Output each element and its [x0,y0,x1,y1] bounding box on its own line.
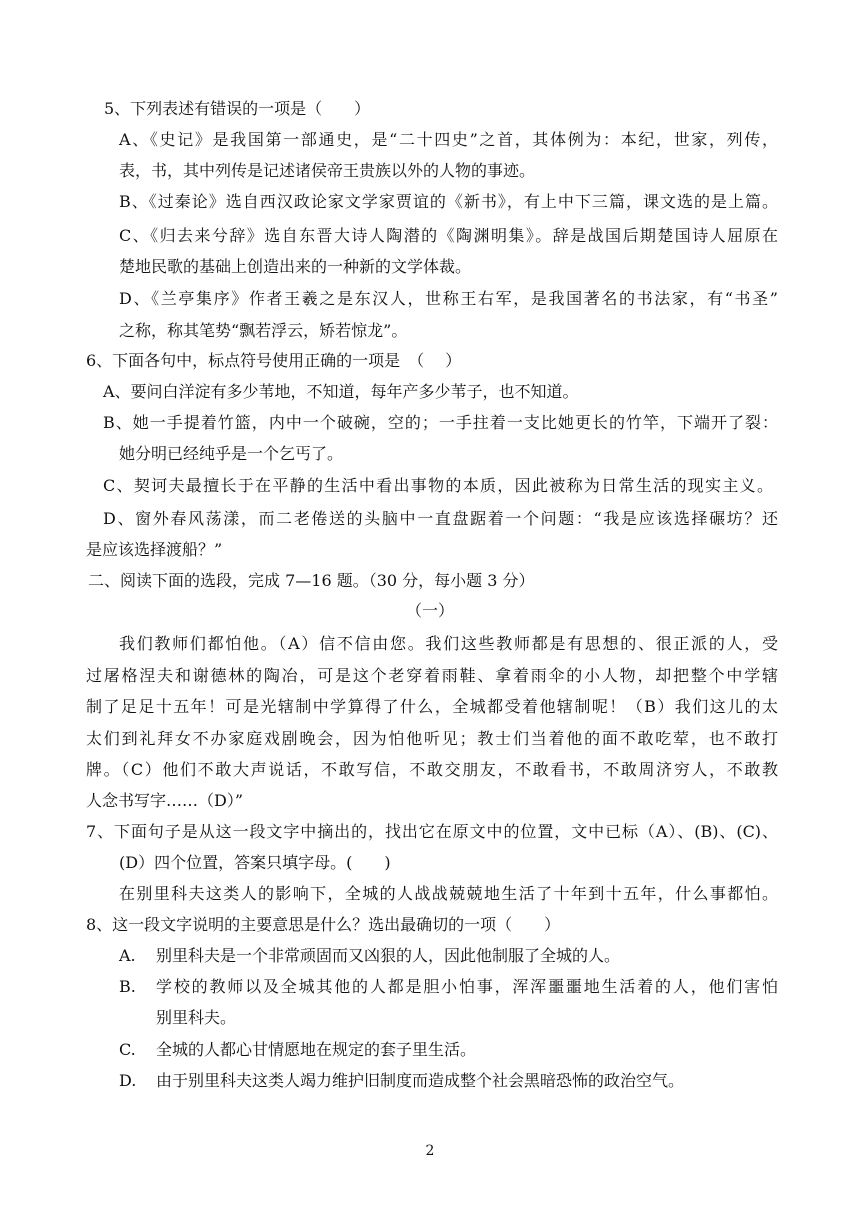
q8-stem: 8、这一段文字说明的主要意思是什么？选出最确切的一项（ ） [86,915,561,934]
q8-option-c: 全城的人都心甘情愿地在规定的套子里生活。 [156,1040,477,1059]
q5-option-c-line2: 楚地民歌的基础上创造出来的一种新的文学体裁。 [119,257,472,276]
q5-option-a-line2: 表，书，其中列传是记述诸侯帝王贵族以外的人物的事迹。 [119,161,536,180]
q8-option-b-label: B. [119,977,136,996]
q6-option-a: A、要问白洋淀有多少苇地，不知道，每年产多少苇子，也不知道。 [103,382,579,401]
q8-option-a: 别里科夫是一个非常顽固而又凶狠的人，因此他制服了全城的人。 [156,946,621,965]
section2-heading: 二、阅读下面的选段，完成 7—16 题。（30 分，每小题 3 分） [88,571,535,590]
q5-option-a-line1: A、《史记》是我国第一部通史，是“二十四史”之首，其体例为：本纪，世家，列传， [119,130,778,149]
q8-option-a-label: A. [119,946,136,965]
passage-line-2: 过屠格涅夫和谢德林的陶冶，可是这个老穿着雨鞋、拿着雨伞的小人物，却把整个中学辖 [86,666,778,685]
q7-quoted-sentence: 在别里科夫这类人的影响下，全城的人战战兢兢地生活了十年到十五年，什么事都怕。 [119,884,778,903]
q6-option-b-line2: 她分明已经纯乎是一个乞丐了。 [119,444,344,463]
page-number: 2 [425,1143,435,1159]
q5-stem: 5、下列表述有错误的一项是（ ） [104,99,371,118]
q5-option-d-line1: D、《兰亭集序》作者王羲之是东汉人，世称王右军，是我国著名的书法家，有“书圣” [119,289,778,308]
q8-option-d: 由于别里科夫这类人竭力维护旧制度而造成整个社会黑暗恐怖的政治空气。 [156,1071,685,1090]
q5-option-b: B、《过秦论》选自西汉政论家文学家贾谊的《新书》，有上中下三篇，课文选的是上篇。 [119,192,778,211]
q6-option-c: C、契诃夫最擅长于在平静的生活中看出事物的本质，因此被称为日常生活的现实主义。 [103,476,773,495]
passage-line-1: 我们教师们都怕他。（A）信不信由您。我们这些教师都是有思想的、很正派的人，受 [119,634,778,653]
q8-option-b-line1: 学校的教师以及全城其他的人都是胆小怕事，浑浑噩噩地生活着的人，他们害怕 [156,977,778,996]
q7-stem-line2: (D）四个位置，答案只填字母。( ) [119,853,391,872]
q6-stem: 6、下面各句中，标点符号使用正确的一项是 （ ） [86,351,462,370]
passage-subheading: （一） [405,601,454,620]
q8-option-b-line2: 别里科夫。 [156,1008,237,1027]
passage-line-6: 人念书写字……（D）” [86,791,244,810]
q6-option-d-line1: D、窗外春风荡漾，而二老倦送的头脑中一直盘踞着一个问题：“我是应该选择碾坊？还 [103,509,778,528]
passage-line-4: 太们到礼拜女不办家庭戏剧晚会，因为怕他听见；教士们当着他的面不敢吃荤，也不敢打 [86,729,778,748]
passage-line-5: 牌。（C）他们不敢大声说话，不敢写信，不敢交朋友，不敢看书，不敢周济穷人，不敢教 [86,760,778,779]
q8-option-c-label: C. [119,1040,136,1059]
q5-option-d-line2: 之称，称其笔势“飘若浮云，矫若惊龙”。 [119,321,408,340]
q5-option-c-line1: C、《归去来兮辞》选自东晋大诗人陶潜的《陶渊明集》。辞是战国后期楚国诗人屈原在 [119,226,778,245]
q6-option-d-line2: 是应该选择渡船？” [86,540,223,559]
passage-line-3: 制了足足十五年！可是光辖制中学算得了什么，全城都受着他辖制呢！（B）我们这儿的太 [86,697,778,716]
q6-option-b-line1: B、她一手提着竹篮，内中一个破碗，空的；一手拄着一支比她更长的竹竿，下端开了裂： [103,413,778,432]
q8-option-d-label: D. [119,1071,137,1090]
q7-stem-line1: 7、下面句子是从这一段文字中摘出的，找出它在原文中的位置，文中已标（A）、(B)、(C)、 [86,822,778,841]
